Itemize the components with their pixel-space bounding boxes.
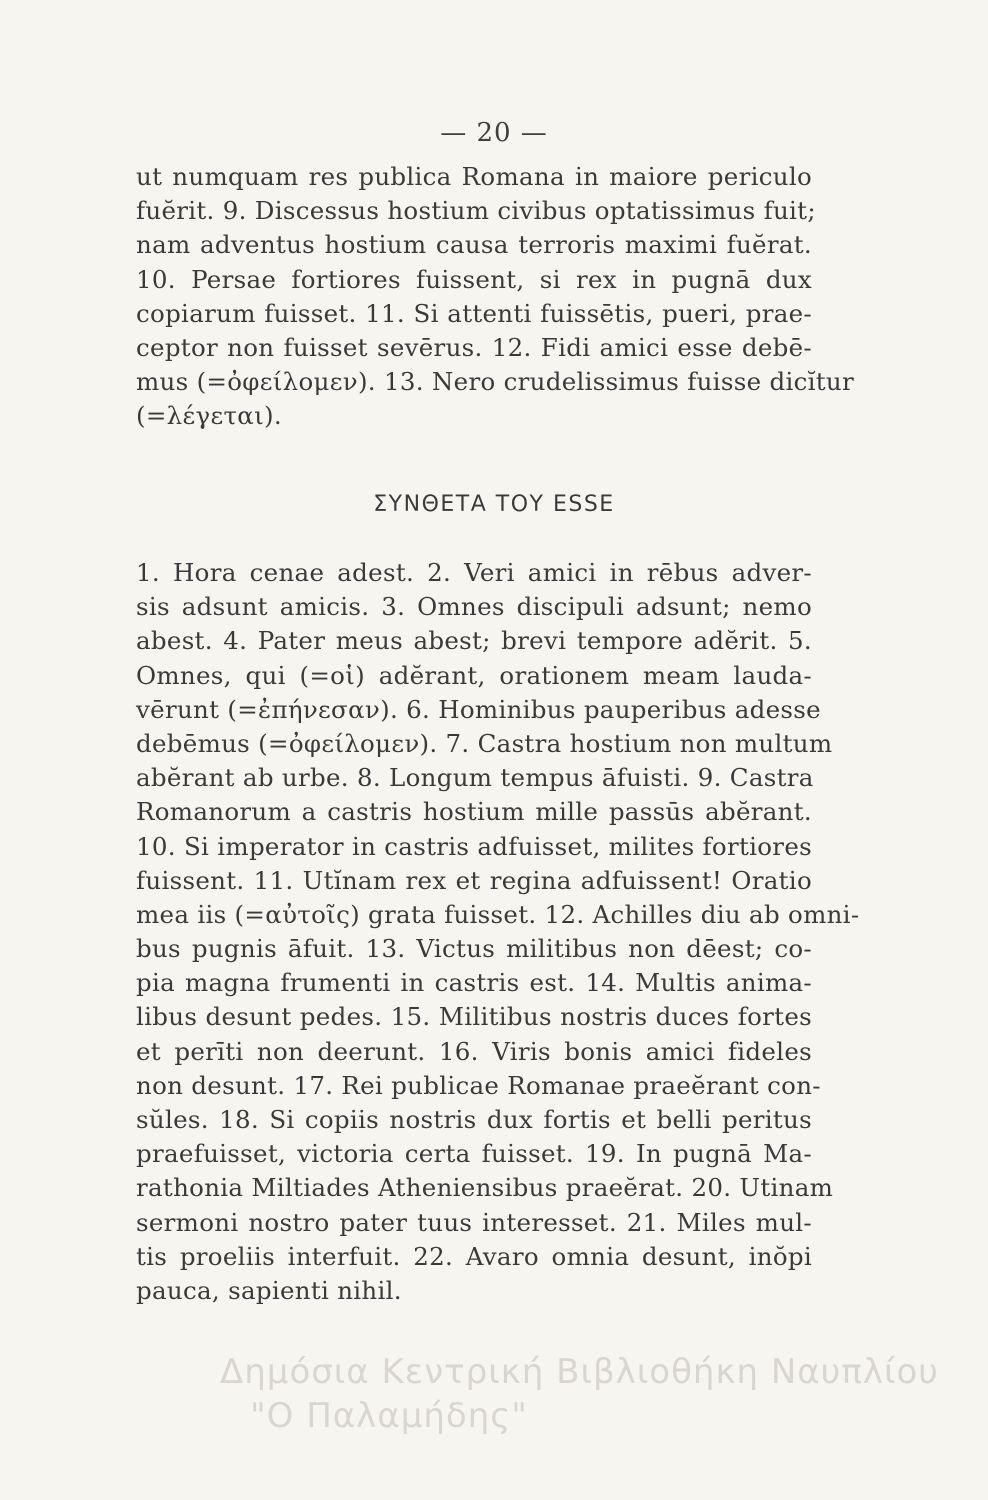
text-line: non desunt. 17. Rei publicae Romanae praeĕrant con- xyxy=(136,1070,821,1100)
page-number: — 20 — xyxy=(440,118,548,148)
text-line: vērunt (=ἐπήνεσαν). 6. Hominibus pauperibus adesse xyxy=(136,694,821,724)
text-line: praefuisset, victoria certa fuisset. 19. In pugnā Ma- xyxy=(136,1139,812,1169)
section-heading: ΣΥΝΘΕΤΑ ΤΟΥ ESSE xyxy=(373,492,615,517)
text-line: tis proeliis interfuit. 22. Avaro omnia desunt, inŏpi xyxy=(136,1241,812,1271)
text-line: bus pugnis āfuit. 13. Victus militibus non dēest; co- xyxy=(136,934,812,964)
text-line: (=λέγεται). xyxy=(136,401,282,431)
text-line: nam adventus hostium causa terroris maximi fuĕrat. xyxy=(136,230,812,260)
text-line: et perīti non deerunt. 16. Viris bonis amici fideles xyxy=(136,1036,812,1066)
text-line: fuĕrit. 9. Discessus hostium civibus optatissimus fuit; xyxy=(136,196,816,226)
text-line: 10. Persae fortiores fuissent, si rex in pugnā dux xyxy=(136,264,812,294)
text-line: libus desunt pedes. 15. Militibus nostris duces fortes xyxy=(136,1002,812,1032)
text-line: mea iis (=αὐτοῖς) grata fuisset. 12. Achilles diu ab omni- xyxy=(136,899,860,929)
text-line: 1. Hora cenae adest. 2. Veri amici in rēbus adver- xyxy=(136,558,812,587)
text-line: copiarum fuisset. 11. Si attenti fuissētis, pueri, prae- xyxy=(136,298,812,328)
text-line: sŭles. 18. Si copiis nostris dux fortis et belli peritus xyxy=(136,1105,812,1134)
text-line: pia magna frumenti in castris est. 14. Multis anima- xyxy=(136,968,812,998)
text-line: ceptor non fuisset sevērus. 12. Fidi amici esse debē- xyxy=(136,332,812,362)
text-line: sis adsunt amicis. 3. Omnes discipuli adsunt; nemo xyxy=(136,592,812,622)
text-line: debēmus (=ὀφείλομεν). 7. Castra hostium non multum xyxy=(136,728,833,758)
paragraph-exercises-esse xyxy=(136,160,854,434)
text-line: abest. 4. Pater meus abest; brevi tempore adĕrit. 5. xyxy=(136,626,812,656)
library-watermark: "Ο Παλαμήδης" xyxy=(250,1396,528,1436)
text-line: abĕrant ab urbe. 8. Longum tempus āfuisti. 9. Castra xyxy=(136,763,814,793)
library-watermark: Δημόσια Κεντρική Βιβλιοθήκη Ναυπλίου xyxy=(220,1352,939,1392)
text-line: rathonia Miltiades Atheniensibus praeĕrat. 20. Utinam xyxy=(136,1173,834,1203)
text-line: pauca, sapienti nihil. xyxy=(136,1275,402,1305)
text-line: ut numquam res publica Romana in maiore periculo xyxy=(136,162,812,191)
text-line: Romanorum a castris hostium mille passūs abĕrant. xyxy=(136,797,812,827)
text-line: mus (=ὀφείλομεν). 13. Nero crudelissimus fuisse dicĭtur xyxy=(136,367,854,397)
text-line: 10. Si imperator in castris adfuisset, milites fortiores xyxy=(136,831,812,861)
paragraph-compounds-of-esse xyxy=(136,556,860,1308)
text-line: sermoni nostro pater tuus interesset. 21. Miles mul- xyxy=(136,1207,812,1237)
text-line: fuissent. 11. Utĭnam rex et regina adfuissent! Oratio xyxy=(136,865,812,895)
text-line: Omnes, qui (=οἱ) adĕrant, orationem meam lauda- xyxy=(136,660,812,690)
